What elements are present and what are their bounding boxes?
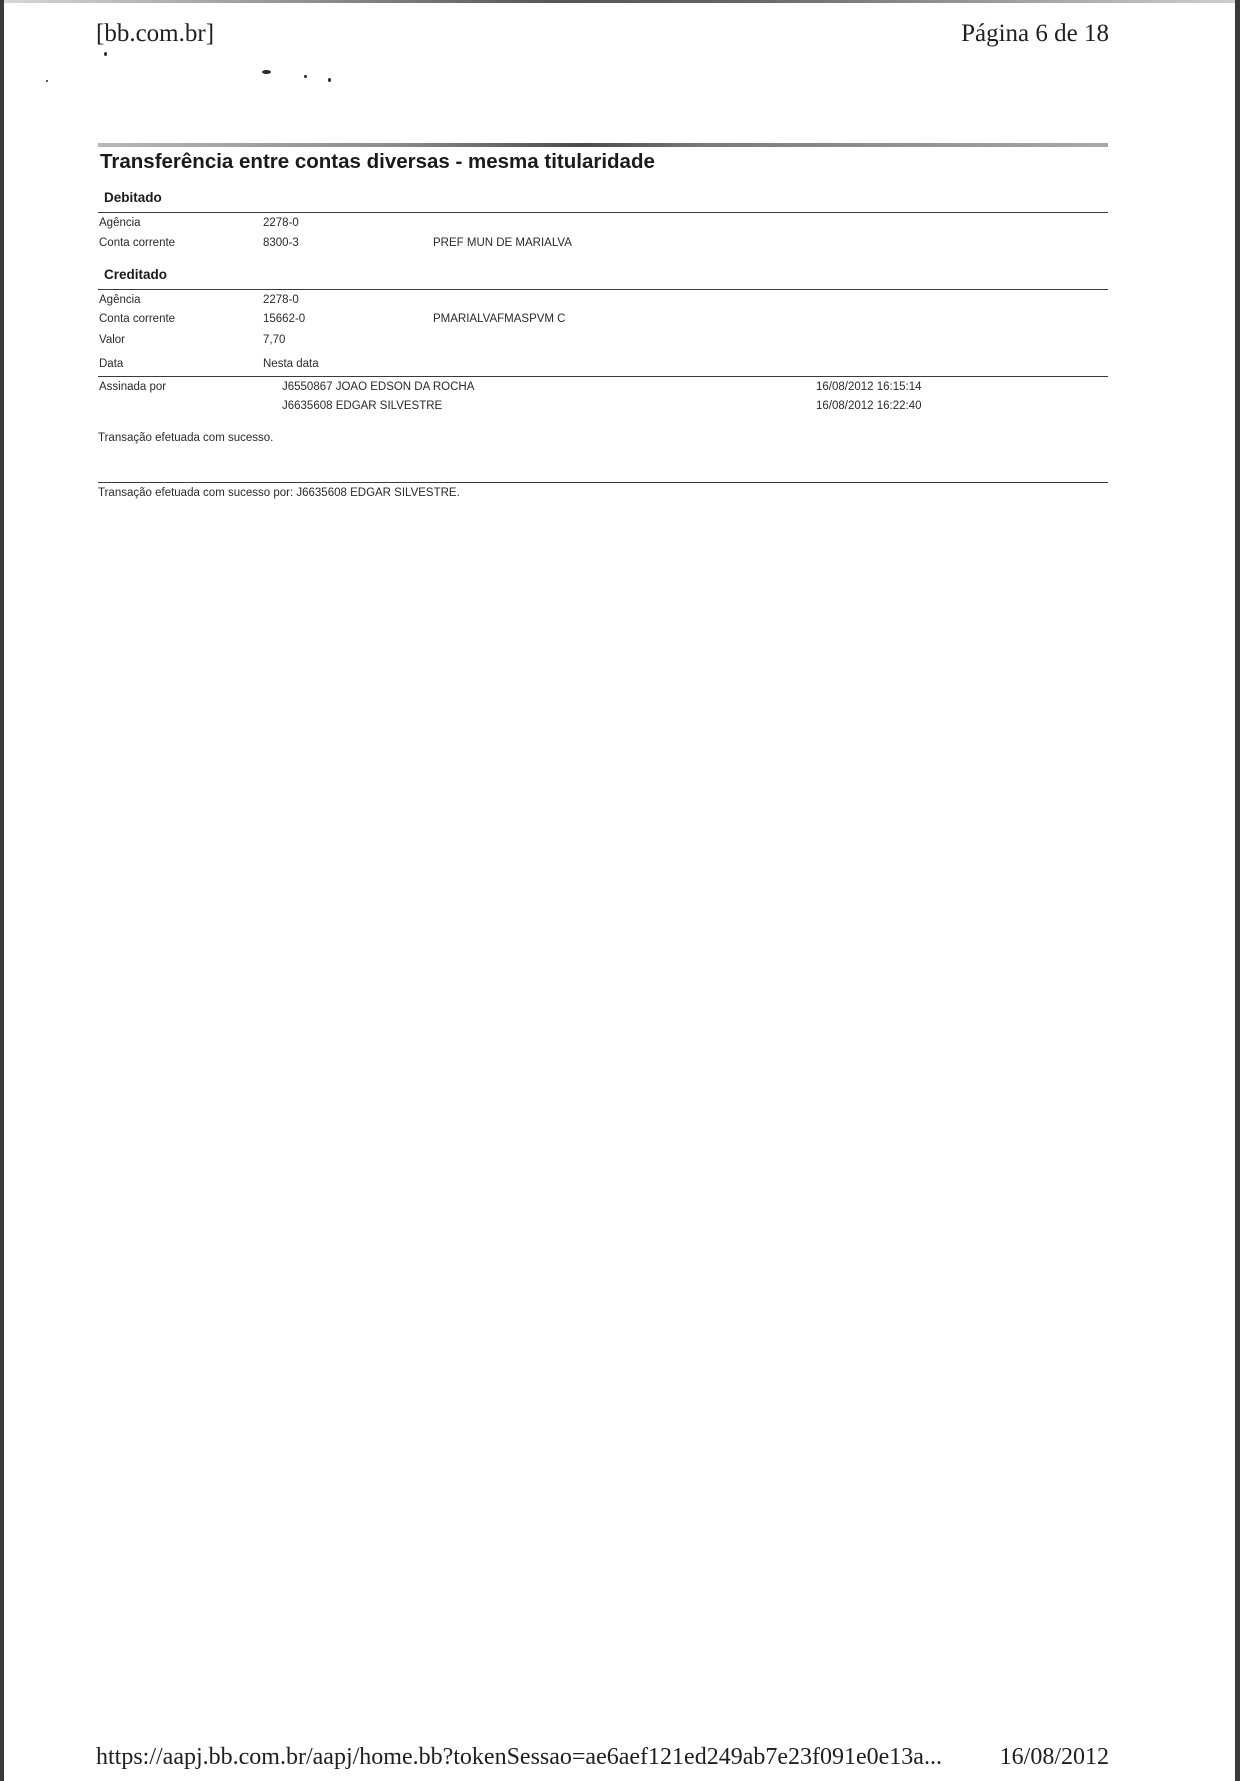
field-label: Data xyxy=(99,358,124,370)
field-value: 8300-3 xyxy=(263,237,299,249)
final-status-message: Transação efetuada com sucesso por: J6635608 EDGAR SILVESTRE. xyxy=(98,487,460,499)
field-value: Nesta data xyxy=(263,358,319,370)
field-label: Conta corrente xyxy=(99,313,176,325)
scan-speck xyxy=(328,78,331,82)
signature-timestamp: 16/08/2012 16:22:40 xyxy=(816,400,922,412)
signature-timestamp: 16/08/2012 16:15:14 xyxy=(816,381,922,393)
field-label: Valor xyxy=(99,334,125,346)
field-value: 2278-0 xyxy=(263,217,299,229)
signer-name: J6635608 EDGAR SILVESTRE xyxy=(282,400,443,412)
print-header-page-number: Página 6 de 18 xyxy=(961,20,1109,47)
page-title: Transferência entre contas diversas - mesma titularidade xyxy=(100,150,655,173)
field-label: Agência xyxy=(99,294,141,306)
signer-name: J6550867 JOAO EDSON DA ROCHA xyxy=(282,381,475,393)
scan-left-edge xyxy=(0,0,4,1781)
print-footer-url: https://aapj.bb.com.br/aapj/home.bb?tokenSessao=ae6aef121ed249ab7e23f091e0e13a... xyxy=(96,1744,942,1770)
section-heading-creditado: Creditado xyxy=(104,267,168,282)
section-heading-debitado: Debitado xyxy=(104,190,162,205)
scan-right-edge xyxy=(1235,0,1240,1781)
print-header-site: [bb.com.br] xyxy=(96,20,215,47)
scan-speck xyxy=(262,70,271,74)
account-holder-name: PREF MUN DE MARIALVA xyxy=(433,237,572,249)
scan-speck xyxy=(304,75,307,78)
signed-by-label: Assinada por xyxy=(99,381,167,393)
divider xyxy=(98,482,1108,483)
scan-speck xyxy=(104,52,107,56)
field-value: 15662-0 xyxy=(263,313,306,325)
divider xyxy=(98,212,1108,213)
field-value: 2278-0 xyxy=(263,294,299,306)
field-label: Conta corrente xyxy=(99,237,176,249)
scan-speck xyxy=(46,80,48,82)
divider xyxy=(98,289,1108,290)
field-value: 7,70 xyxy=(263,334,286,346)
scan-top-edge xyxy=(0,0,1240,3)
status-message: Transação efetuada com sucesso. xyxy=(98,432,274,444)
title-top-rule xyxy=(98,143,1108,147)
account-holder-name: PMARIALVAFMASPVM C xyxy=(433,313,566,325)
divider xyxy=(98,376,1108,377)
print-footer-date: 16/08/2012 xyxy=(999,1744,1109,1770)
field-label: Agência xyxy=(99,217,141,229)
